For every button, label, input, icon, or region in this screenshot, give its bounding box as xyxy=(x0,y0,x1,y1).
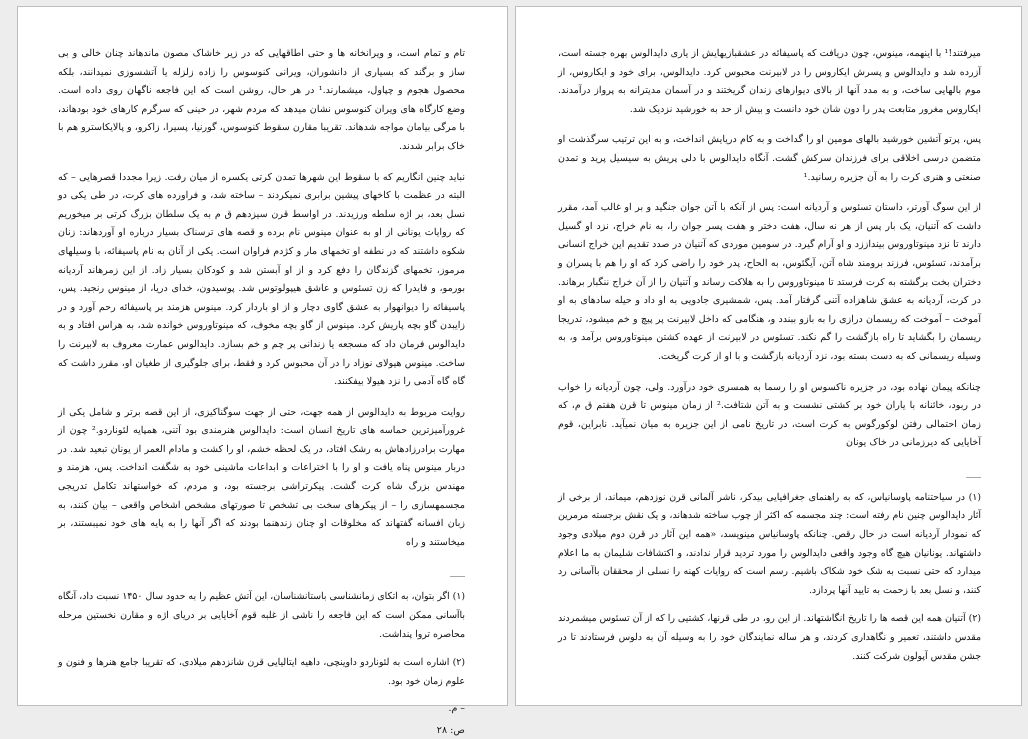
footnote: (۲) آتنیان همه این قصه ها را تاریخ انگاشتهاند. از این رو، در طی قرنها، کشتیی را که از آن تسئوس میشمردند مقدس داشتند، تعمیر و نگاهداری کردند، و هر ساله نمایندگان خود را به وسیله آن به دلوس فرستادند تا در جشن مقدس آپولون شرکت کنند. xyxy=(558,613,981,662)
footnote: (۱) در سیاحتنامه پاوسانیاس، که به راهنمای جغرافیایی بیدکر، ناشر آلمانی قرن نوزدهم، میماند، از برخی از آثار دایدالوس چنین نام رفته است: چند مجسمه که اکثر از چوب ساخته شدهاند، و یک نقش برجسته مرمرین که نمودار آردیانه است در حال رقص. چنانکه پاوسانیاس مینویسد، «همه این آثار در قرن دوم میلادی وجود داشتهاند. یونانیان هیچ گاه وجود واقعی دایدالوس را مورد تردید قرار ندادند، و اکتشافات شلیمان به ما اعلام میدارد که حتی نسبت به شک خود شکاک باشیم. رسم است که روایات کهنه را نسلی از محققان باآسانی رد کنند، و نسل بعد با زحمت به تایید آنها پردازد. xyxy=(558,491,981,596)
body-paragraph: روایت مربوط به دایدالوس از همه جهت، حتی از جهت سوگناکیزی، از این قصه برتر و شامل یکی از غرورآمیزترین حماسه های تاریخ انسان است: دایدالوس هنرمندی بود آتنی، همپایه لئوناردو.² چون از مهارت برادرزادهاش به رشک افتاد، در یک لحظه خشم، او را کشت و مادام العمر از یونان تبعید شد. در دربار مینوس پناه یافت و او را با اختراعات و ابداعات ماشینی خود به شگفت انداخت. پس، هزمند و مهندس بزرگ شاه کرت گشت. پیکرتراشی برجسته بود، و مردم، که خواستهاند تکامل تدریجی مجسمهسازی را – از پیکرهای سخت بی تشخص تا صورتهای مشخص اشخاص واقعی – بیان کنند، به زبان افسانه گفتهاند که مخلوقات او چنان زندهنما بودند که اگر آنها را به پایه های خود نمیبستند، بر میخاستند و راه xyxy=(58,406,465,548)
body-paragraph: پس، پرتو آتشین خورشید بالهای مومین او را گداخت و به کام دریایش انداخت، و به این ترتیب سرگذشت او متضمن درسی اخلاقی برای فرزندان سرکش گشت. آنگاه دایدالوس با دلی پریش به سیسیل پرید و تمدن صنعتی و هنری کرت را به آن جزیره رسانید.¹ xyxy=(558,134,981,183)
document-page-left xyxy=(17,6,508,737)
body-paragraph: از این سوگ آورتر، داستان تسئوس و آردیانه است: پس از آنکه با آتن جوان جنگید و بر او غالب آمد، مقرر داشت که آتنیان، یک بار پس از هر نه سال، هفت دختر و هفت پسر جوان را، به نام خراج، نزد او گسیل دارند تا نزد مینوتاوروس بینداززد و او آرام گیرد. در سومین موردی که آتنیان در صدد تقدیم این خراج انسانی برآمدند، تسئوس، فرزند برومند شاه آتن، آیگئوس، به الحاح، پدر خود را راضی کرد که او را هم با پسران و دختران بخت برگشته به کرت فرستد تا مینوتاوروس را به هلاکت رساند و آتنیان را از آن خراج ننگبار برهاند. در کرت، آردیانه به عشق شاهزاده آتنی گرفتار آمد. پس، شمشیری جادویی به او داد و حیله سادهای به او آموخت – آموخت که ریسمان درازی را به بازو ببندد و، هنگامی که داخل لابیرنت پر پیچ و خم میشود، تدریجا ریسمان را بگشاید تا راه بازگشت را گم نکند. تسئوس در لابیرنت از عهده کشتن مینوتاوروس برآمد و، به وسیله ریسمانی که به دست بسته بود، نزد آردیانه بازگشت و با او از کرت گریخت. xyxy=(558,202,981,362)
footnote-separator: ___ xyxy=(966,466,981,478)
translator-signature: – م. xyxy=(448,703,465,715)
body-paragraph: نباید چنین انگاریم که با سقوط این شهرها تمدن کرتی یکسره از میان رفت. زیرا مجددا قصرهایی – که البته در عظمت با کاخهای پیشین برابری نمیکردند – ساخته شد، و فراورده های کرت، در طی یکی دو نسل بعد، بر اژه سلطه ورزیدند. در اواسط قرن سیزدهم ق م به یک سلطان بزرگ کرتی بر میخوریم که روایات یونانی از او به عنوان مینوس نام برده و قصه های ترسناک بسیار درباره او آوردهاند: زنان شکوه داشتند که در نطفه او تخمهای مار و کژدم فراوان است. یکی از آنان به نام پاسیفائه، با وسیلهای مرموز، تخمهای گزندگان را دفع کرد و از او آبستن شد و کودکان بسیار زاد. از این زمرهاند آردیانه بورمو، و فایدرا که زن تسئوس و عاشق هیپولوتوس شد. پوسیدون، خدای دریا، از مینوس رنجید. پس، پاسیفائه را دیوانهوار به عشق گاوی دچار و از او باردار کرد. مینوس هزمند بر پاسیفائه رحم آورد و در زایبدن گاو بچه پاریش کرد. مینوس از گاو بچه مخوف، که مینوتاوروس خوانده شد، به هراس افتاد و به دایدالوس فرمان داد که مسجعه یا زندانی پر چم و خم بسازد. دایدالوس عمارت معروف به لابیرنت را ساخت. مینوس هیولای نوزاد را در آن محبوس کرد و فقط، برای جلوگیری از طغیان او، مقرر داشت که گاه گاه آدمی را نزد هیولا بیفکنند. xyxy=(58,171,465,388)
page-number: ص: ۲۸ xyxy=(436,725,465,737)
body-paragraph: میرفتند!¹ با اینهمه، مینوس، چون دریافت که پاسیفائه در عشقبازیهایش از یاری دایدالوس بهره جسته است، آزرده شد و دایدالوس و پسرش ایکاروس را در لابیرنت محبوس کرد. دایدالوس، برای خود و ایکاروس، از موم بالهایی ساخت، و به مدد آنها از بالای دیوارهای زندان گریختند و در آسمان مدیترانه به پرواز درآمدند. ایکاروس مغرور متابعت پدر را دون شان خود دانست و بیش از حد به خورشید نزدیک شد. xyxy=(558,48,981,115)
footnote: (۲) اشاره است به لئوناردو داوینچی، داهیه ایتالیایی قرن شانزدهم میلادی، که تقریبا جامع هنرها و فنون و علوم زمان خود بود. xyxy=(58,657,465,687)
footnote-separator: ___ xyxy=(450,566,465,578)
body-paragraph: تام و تمام است، و ویرانخانه ها و حتی اطاقهایی که در زیر خاشاک مصون ماندهاند چنان خالی و بی ساز و برگند که بسیاری از دانشوران، ویرانی کنوسوس را زاده زلزله یا آتشسوزی نمیدانند، بلکه محصول هجوم و چپاول، میشمارند.¹ در هر حال، روشن است که این فاجعه ناگهان روی داده است. وضع کارگاه های ویران کنوسوس نشان میدهد که مردم شهر، در حینی که سرگرم کارهای خود بودهاند، با مرگی بیامان مواجه شدهاند. تقریبا مقارن سقوط کنوسوس، گورنیا، پسیرا، زاکرو، و پالایکاسترو هم با خاک برابر شدند. xyxy=(58,48,465,152)
footnote: (۱) اگر بتوان، به اتکای زمانشناسی باستانشناسان، این آتش عظیم را به حدود سال ۱۴۵۰ نسبت داد، آنگاه باآسانی ممکن است که این فاجعه را ناشی از غلبه قوم آخایایی بر دریای اژه و مقارن نخستین مرحله محاصره تروا پنداشت. xyxy=(58,591,465,640)
body-paragraph: چنانکه پیمان نهاده بود، در جزیره ناکسوس او را رسما به همسری خود درآورد. ولی، چون آردیانه را خواب در ربود، خائنانه با یاران خود بر کشتی نشست و به آتن شتافت.² از زمان مینوس تا قرن هفتم ق م، که زمان احتمالی رفتن لوکورگوس به کرت است، در تاریخ نامی از این جزیره به میان نمیآید. نابراین، قوم آخایایی که دیرزمانی در خاک یونان xyxy=(558,381,981,449)
document-page-right xyxy=(515,6,1022,706)
